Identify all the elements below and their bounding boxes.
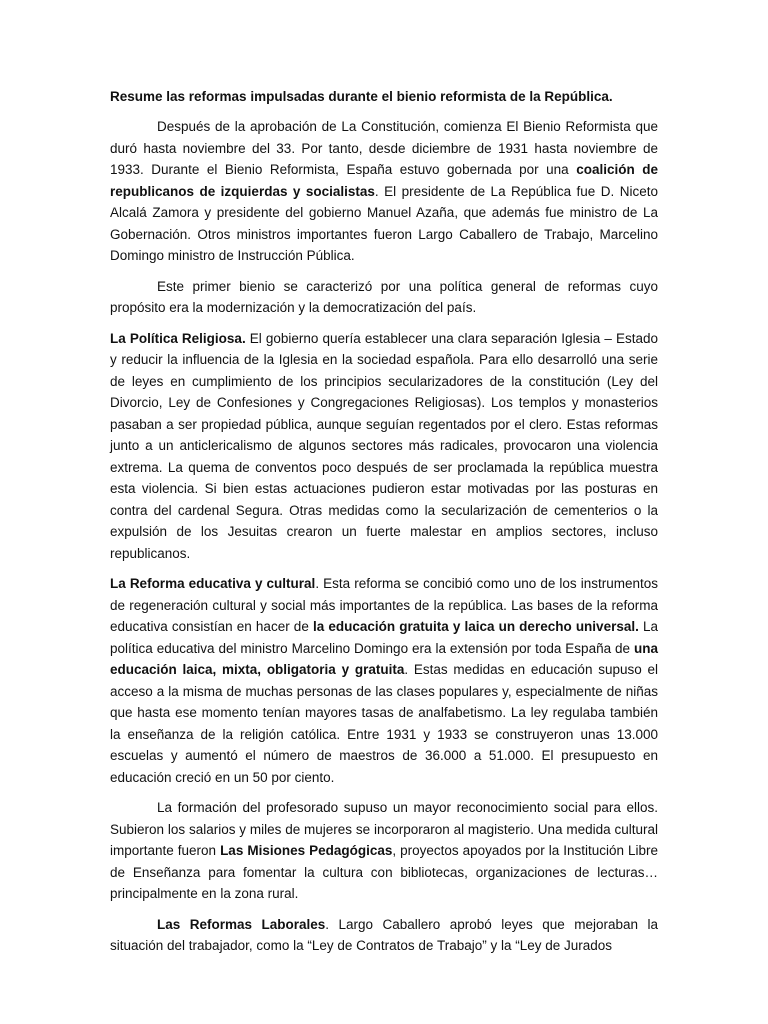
paragraph-text: La formación del profesorado supuso un mayor reconocimiento social para ellos. Subieron los salarios y miles de mujeres se incorporaron al magisterio. Una medida cultural importante fueron xyxy=(110,800,658,858)
bold-text: Las Misiones Pedagógicas xyxy=(220,843,393,858)
paragraph-text: . Esta reforma se concibió como uno de los instrumentos de regeneración cultural y social más importantes de la república. Las bases de la reforma educativa consistían en hacer de xyxy=(110,576,658,634)
bold-text: la educación gratuita y laica un derecho universal. xyxy=(312,619,639,634)
paragraph xyxy=(110,276,658,319)
paragraph-text: Este primer bienio se caracterizó por una política general de reformas cuyo propósito era la modernización y la democratización del país. xyxy=(110,278,658,315)
paragraph-text: , proyectos apoyados por la Institución Libre de Enseñanza para fomentar la cultura con bibliotecas, organizaciones de lecturas… principalmente en la zona rural. xyxy=(110,843,659,901)
paragraph xyxy=(110,116,658,267)
bold-text: Las Reformas Laborales xyxy=(157,916,326,932)
paragraph xyxy=(110,573,658,788)
paragraph-text: . Estas medidas en educación supuso el acceso a la misma de muchas personas de las clases populares y, especialmente de niñas que hasta ese momento tenían mayores tasas de analfabetismo. La ley regulaba también la enseñanza de la religión católica. Entre 1931 y 1933 se construyeron unas 13.000 escuelas y aumentó el número de maestros de 36.000 a 51.000. El presupuesto en educación creció en un 50 por ciento. xyxy=(110,662,658,785)
document-title: Resume las reformas impulsadas durante el bienio reformista de la República. xyxy=(110,89,613,104)
paragraph xyxy=(110,914,658,957)
paragraph-text: . El presidente de La República fue D. Niceto Alcalá Zamora y presidente del gobierno Manuel Azaña, que además fue ministro de La Gobernación. Otros ministros importantes fueron Largo Caballero de Trabajo, Marcelino Domingo ministro de Instrucción Pública. xyxy=(110,183,658,263)
bold-text: La Reforma educativa y cultural xyxy=(110,576,316,591)
paragraph-text: Después de la aprobación de La Constitución, comienza El Bienio Reformista que duró hasta noviembre del 33. Por tanto, desde diciembre de 1931 hasta noviembre de 1933. Durante el Bienio Reformista, España estuvo gobernada por una xyxy=(110,119,658,177)
paragraph-text: . Largo Caballero aprobó leyes que mejoraban la situación del trabajador, como la “Ley de Contratos de Trabajo” y la “Ley de Jurados xyxy=(110,916,658,953)
bold-text: La Política Religiosa. xyxy=(110,330,246,346)
bold-text: coalición de republicanos de izquierdas y socialistas xyxy=(110,162,658,199)
paragraph-text: El gobierno quería establecer una clara separación Iglesia – Estado y reducir la influencia de la Iglesia en la sociedad española. Para ello desarrolló una serie de leyes en cumplimiento de los principios secularizadores de la constitución (Ley del Divorcio, Ley de Confesiones y Congregaciones Religiosas). Los templos y monasterios pasaban a ser propiedad pública, aunque seguían regentados por el clero. Estas reformas junto a un anticlericalismo de algunos sectores más radicales, provocaron una violencia extrema. La quema de conventos poco después de ser proclamada la república muestra esta violencia. Si bien estas actuaciones pudieron estar motivadas por las posturas en contra del cardenal Segura. Otras medidas como la secularización de cementerios o la expulsión de los Jesuitas crearon un fuerte malestar en amplios sectores, incluso republicanos. xyxy=(110,330,658,561)
paragraph xyxy=(110,797,658,905)
paragraph-text: La política educativa del ministro Marcelino Domingo era la extensión por toda España de xyxy=(110,619,658,656)
bold-text: una educación laica, mixta, obligatoria y gratuita xyxy=(110,640,658,677)
document-body xyxy=(110,116,658,957)
paragraph xyxy=(110,328,658,565)
